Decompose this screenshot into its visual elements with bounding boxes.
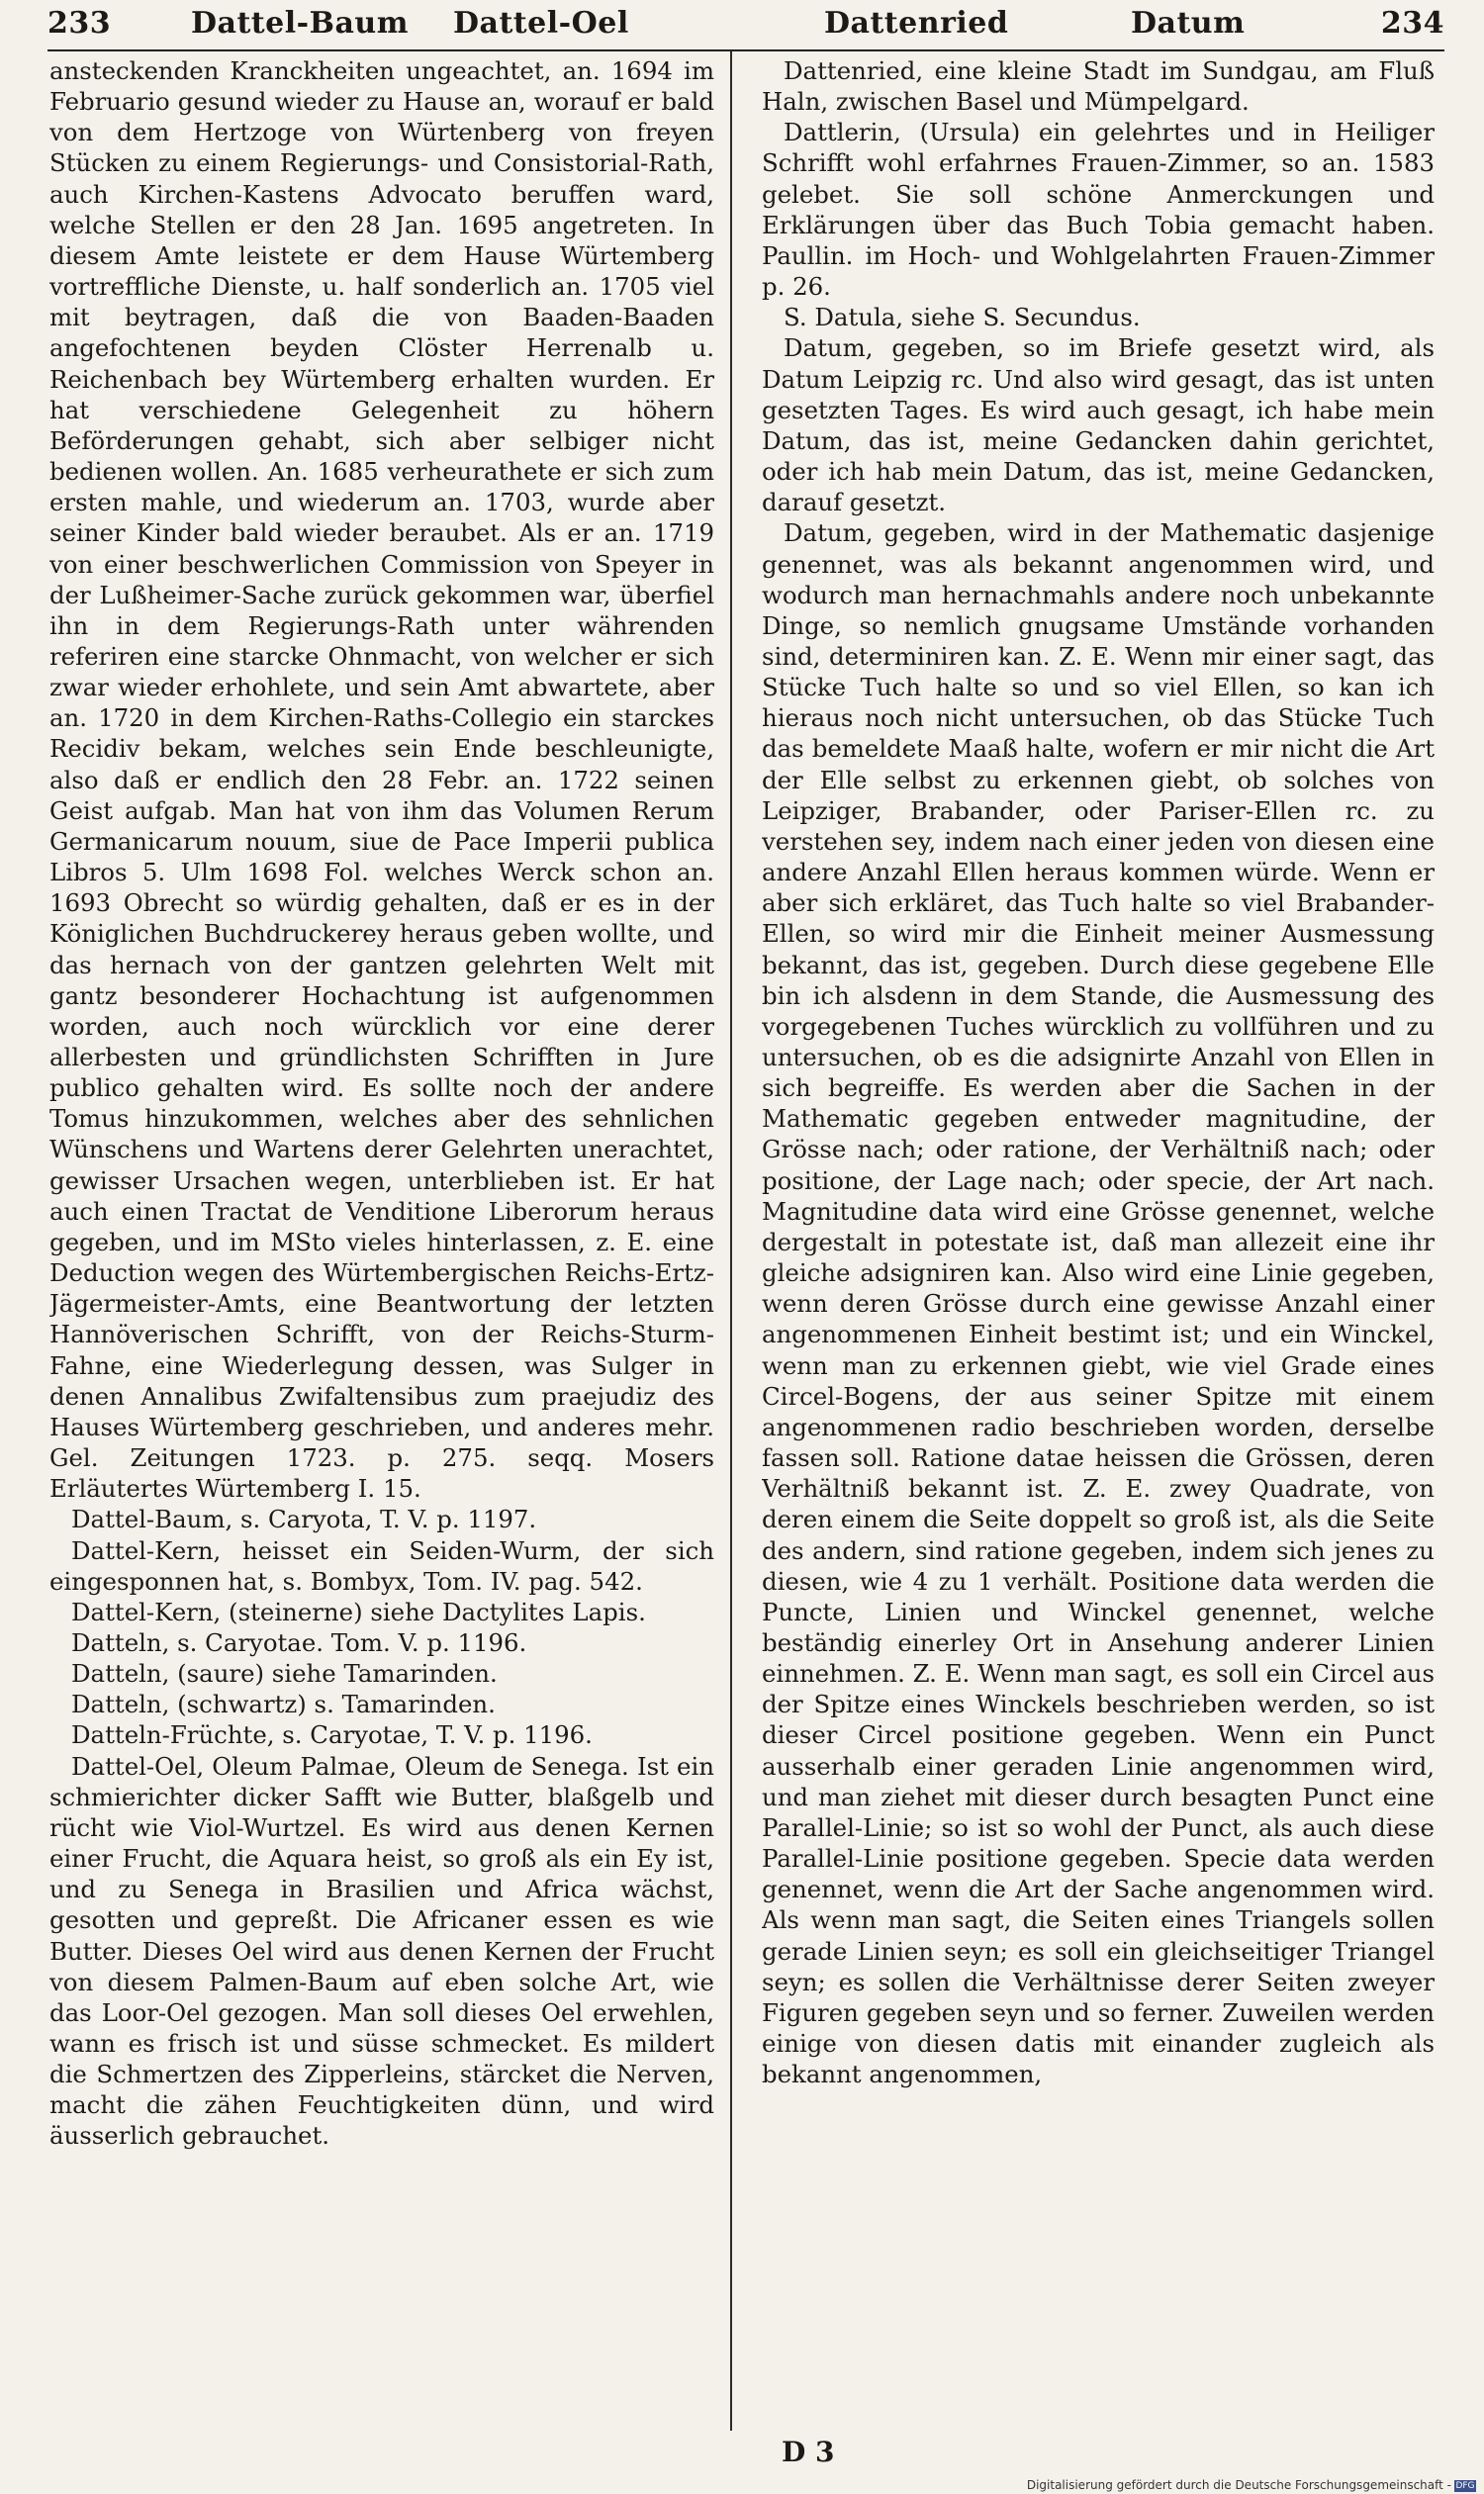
entry-datteln-fruechte: Datteln-Früchte, s. Caryotae, T. V. p. 1196.: [71, 1720, 593, 1750]
column-divider: [730, 51, 732, 2431]
entry-datteln: Datteln, s. Caryotae. Tom. V. p. 1196.: [71, 1627, 527, 1657]
dfg-logo-icon: DFG: [1455, 2480, 1475, 2491]
digitization-footer: [1027, 2478, 1476, 2492]
footer-text: Digitalisierung gefördert durch die Deutsche Forschungsgemeinschaft -: [1026, 2478, 1451, 2492]
entry-dattel-oel: Dattel-Oel, Oleum Palmae, Oleum de Senega. Ist ein schmierichter dicker Safft wie Butter, blaßgelb und rücht wie Viol-Wurtzel. Es wird aus denen Kernen einer Frucht, die Aquara heist, so groß als ein Ey ist, und zu Senega in Brasilien und Africa wächst, gesotten und gepreßt. Die Africaner essen es wie Butter. Dieses Oel wird aus denen Kernen der Frucht von diesem Palmen-Baum auf eben solche Art, wie das Loor-Oel gezogen. Man soll dieses Oel erwehlen, wann es frisch ist und süsse schmecket. Es mildert die Schmertzen des Zipperleins, stärcket die Nerven, macht die zähen Feuchtigkeiten dünn, und wird äusserlich gebrauchet.: [49, 1751, 714, 2151]
entry-dattel-kern: Dattel-Kern, heisset ein Seiden-Wurm, der sich eingesponnen hat, s. Bombyx, Tom. IV. pag. 542.: [49, 1535, 714, 1596]
signature-mark: D 3: [782, 2436, 835, 2468]
catchword-2: Dattel-Oel: [453, 6, 629, 41]
page-header: [47, 2, 1444, 49]
entry-dattel-baum: Dattel-Baum, s. Caryota, T. V. p. 1197.: [71, 1505, 537, 1534]
entry-datteln-saure: Datteln, (saure) siehe Tamarinden.: [71, 1659, 498, 1689]
entry-datteln-schwartz: Datteln, (schwartz) s. Tamarinden.: [71, 1690, 496, 1719]
catchword-1: Dattel-Baum: [191, 6, 409, 41]
entry-dattlerin: Dattlerin, (Ursula) ein gelehrtes und in Heiliger Schrifft wohl erfahrnes Frauen-Zimmer, so an. 1583 gelebet. Sie soll schöne Anmerckungen und Erklärungen über das Buch Tobia gemacht haben. Paullin. im Hoch- und Wohlgelahrten Frauen-Zimmer p. 26.: [762, 118, 1435, 302]
entry-dattel-kern-steinerne: Dattel-Kern, (steinerne) siehe Dactylites Lapis.: [71, 1597, 646, 1626]
right-column: [762, 55, 1435, 2430]
entry-paragraph: ansteckenden Kranckheiten ungeachtet, an. 1694 im Februario gesund wieder zu Hause an, worauf er bald von dem Hertzoge von Würtenberg von freyen Stücken zu einem Regierungs- und Consistorial-Rath, auch Kirchen-Kastens Advocato beruffen ward, welche Stellen er den 28 Jan. 1695 angetreten. In diesem Amte leistete er dem Hause Würtemberg vortreffliche Dienste, u. half sonderlich an. 1705 viel mit beytragen, daß die von Baaden-Baaden angefochtenen beyden Clöster Herrenalb u. Reichenbach bey Würtemberg erhalten wurden. Er hat verschiedene Gelegenheit zu höhern Beförderungen gehabt, sich aber selbiger nicht bedienen wollen. An. 1685 verheurathete er sich zum ersten mahle, und wiederum an. 1703, wurde aber seiner Kinder bald wieder beraubet. Als er an. 1719 von einer beschwerlichen Commission von Speyer in der Lußheimer-Sache zurück gekommen war, überfiel ihn in dem Regierungs-Rath unter währenden referiren eine starcke Ohnmacht, von welcher er sich zwar wieder erhohlete, und sein Amt abwartete, aber an. 1720 in dem Kirchen-Raths-Collegio ein starckes Recidiv bekam, welches sein Ende beschleunigte, also daß er endlich den 28 Febr. an. 1722 seinen Geist aufgab. Man hat von ihm das Volumen Rerum Germanicarum nouum, siue de Pace Imperii publica Libros 5. Ulm 1698 Fol. welches Werck schon an. 1693 Obrecht so würdig gehalten, daß er es in der Königlichen Buchdruckerey heraus geben wollte, und das hernach von der gantzen gelehrten Welt mit gantz besonderer Hochachtung ist aufgenommen worden, auch noch würcklich vor eine derer allerbesten und gründlichsten Schrifften in Jure publico gehalten wird. Es sollte noch der andere Tomus hinzukommen, welches aber des sehnlichen Wünschens und Wartens derer Gelehrten unerachtet, gewisser Ursachen wegen, unterblieben ist. Er hat auch einen Tractat de Venditione Liberorum heraus gegeben, und im MSto vieles hinterlassen, z. E. eine Deduction wegen des Würtembergischen Reichs-Ertz-Jägermeister-Amts, eine Beantwortung der letzten Hannöverischen Schrifft, von der Reichs-Sturm-Fahne, eine Wiederlegung dessen, was Sulger in denen Annalibus Zwifaltensibus zum praejudiz des Hauses Würtemberg geschrieben, und anderes mehr. Gel. Zeitungen 1723. p. 275. seqq. Mosers Erläutertes Würtemberg I. 15.: [49, 56, 714, 1504]
entry-datum-mathematic: Datum, gegeben, wird in der Mathematic dasjenige genennet, was als bekannt angenommen wird, und wodurch man hernachmahls andere noch unbekannte Dinge, so nemlich gnugsame Umstände vorhanden sind, determiniren kan. Z. E. Wenn mir einer sagt, das Stücke Tuch halte so und so viel Ellen, so kan ich hieraus noch nicht untersuchen, ob das Stücke Tuch das bemeldete Maaß halte, wofern er mir nicht die Art der Elle selbst zu erkennen giebt, ob solches von Leipziger, Brabander, oder Pariser-Ellen rc. zu verstehen sey, indem nach einer jeden von diesen eine andere Anzahl Ellen heraus kommen würde. Wenn er aber sich erkläret, das Tuch halte so viel Brabander-Ellen, so wird mir die Einheit meiner Ausmessung bekannt, das ist, gegeben. Durch diese gegebene Elle bin ich alsdenn in dem Stande, die Ausmessung des vorgegebenen Tuches würcklich zu vollführen und zu untersuchen, ob es die adsignirte Anzahl von Ellen in sich begreiffe. Es werden aber die Sachen in der Mathematic gegeben entweder magnitudine, der Grösse nach; oder ratione, der Verhältniß nach; oder positione, der Lage nach; oder specie, der Art nach. Magnitudine data wird eine Grösse genennet, welche dergestalt in potestate ist, daß man allezeit eine ihr gleiche adsigniren kan. Also wird eine Linie gegeben, wenn deren Grösse durch eine gewisse Anzahl einer angenommenen Einheit bestimt ist; und ein Winckel, wenn man zu erkennen giebt, wie viel Grade eines Circel-Bogens, der aus seiner Spitze mit einem angenommenen radio beschrieben worden, derselbe fassen soll. Ratione datae heissen die Grössen, deren Verhältniß bekannt ist. Z. E. zwey Quadrate, von deren einem die Seite doppelt so groß ist, als die Seite des andern, sind ratione gegeben, indem sich jenes zu diesen, wie 4 zu 1 verhält. Positione data werden die Puncte, Linien und Winckel genennet, welche beständig einerley Ort in Ansehung anderer Linien einnehmen. Z. E. Wenn man sagt, es soll ein Circel aus der Spitze eines Winckels beschrieben werden, so ist dieser Circel positione gegeben. Wenn ein Punct ausserhalb einer geraden Linie angenommen wird, und man ziehet mit dieser durch besagten Punct eine Parallel-Linie; so ist so wohl der Punct, als auch diese Parallel-Linie positione gegeben. Specie data werden genennet, wenn die Art der Sache angenommen wird. Als wenn man sagt, die Seiten eines Triangels sollen gerade Linien seyn; es soll ein gleichseitiger Triangel seyn; es sollen die Verhältnisse derer Seiten zweyer Figuren gegeben seyn und so ferner. Zuweilen werden einige von diesen datis mit einander zugleich als bekannt angenommen,: [762, 518, 1435, 2089]
entry-datum-brief: Datum, gegeben, so im Briefe gesetzt wird, als Datum Leipzig rc. Und also wird gesagt, das ist unten gesetzten Tages. Es wird auch gesagt, ich habe mein Datum, das ist, meine Gedancken dahin gerichtet, oder ich hab mein Datum, das ist, meine Gedancken, darauf gesetzt.: [762, 333, 1435, 517]
page-number-left: 233: [47, 6, 112, 41]
page-number-right: 234: [1380, 6, 1444, 41]
catchword-4: Datum: [1131, 6, 1246, 41]
header-rule: [47, 49, 1444, 51]
entry-dattenried: Dattenried, eine kleine Stadt im Sundgau, am Fluß Haln, zwischen Basel und Mümpelgard.: [762, 56, 1435, 117]
catchword-3: Dattenried: [824, 6, 1009, 41]
entry-datula: S. Datula, siehe S. Secundus.: [784, 303, 1141, 332]
left-column: [49, 55, 714, 2430]
